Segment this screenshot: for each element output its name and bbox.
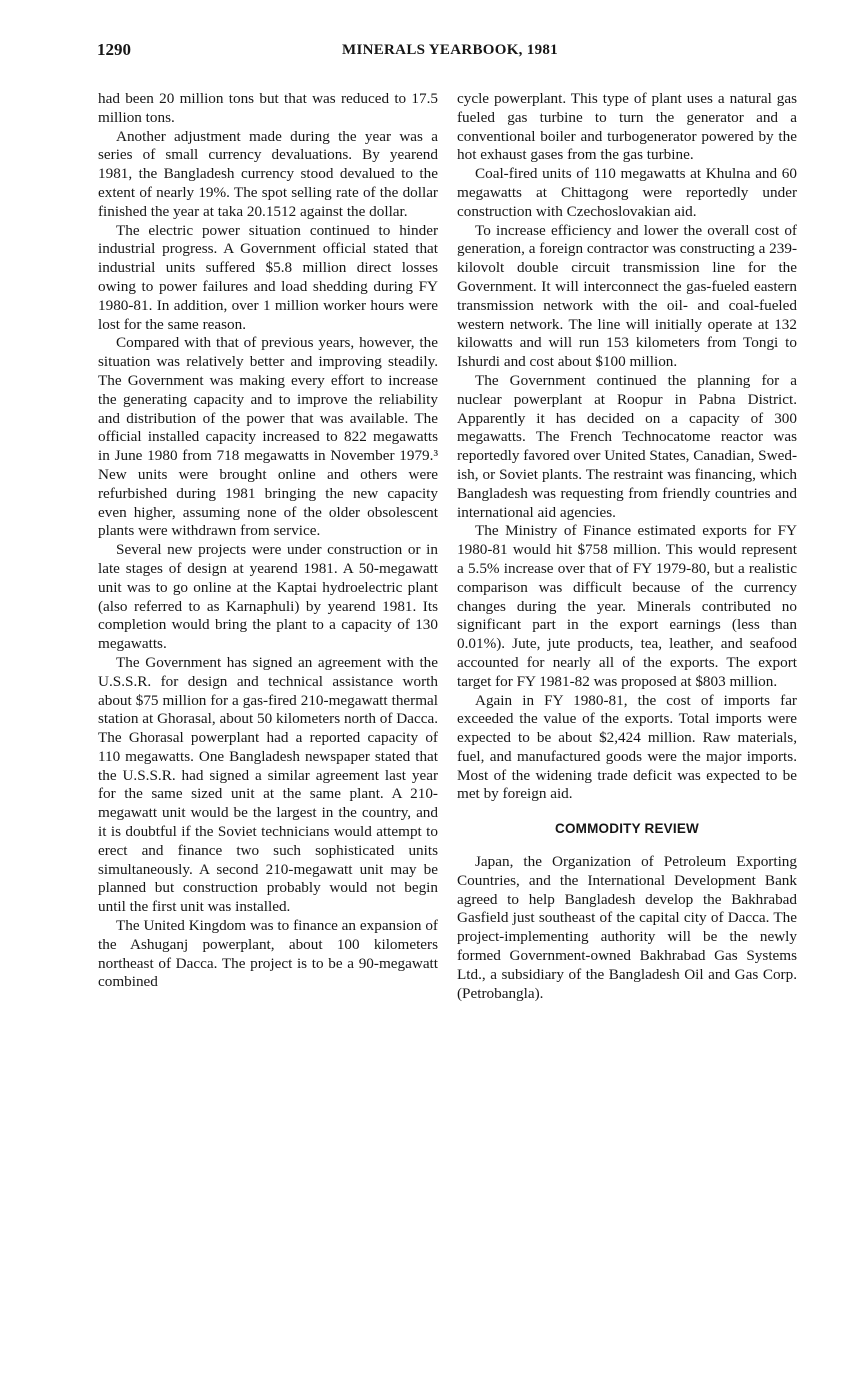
paragraph: Several new projects were under construction or in late stages of design at yearend 1981. A 50-megawatt unit was to go online at the Kaptai hydroelectric plant (also referred to as Karnaphuli) by yearend 1981. Its completion would bring the plant to a capacity of 130 megawatts. <box>98 541 438 653</box>
paragraph: The Government has signed an agreement with the U.S.S.R. for design and technical assistance worth about $75 million for a gas-fired 210-megawatt thermal station at Ghorasal, about 50 kilometers north of Dacca. The Ghorasal powerplant had a reported capacity of 110 megawatts. One Bangladesh newspaper stated that the U.S.S.R. had signed a similar agreement last year for the same sized unit at the same plant. A 210-megawatt unit would be the largest in the country, and it is doubtful if the Soviet technicians would attempt to erect and finance two such sophisticated units simultaneously. A second 210-megawatt unit may be planned but construction probably would not begin until the first unit was installed. <box>98 653 438 916</box>
paragraph: The Ministry of Finance estimated exports for FY 1980-81 would hit $758 million. This would represent a 5.5% increase over that of FY 1979-80, but a realistic comparison was difficult because of the currency changes during the year. Minerals contributed no significant part in the export earnings (less than 0.01%). Jute, jute products, tea, leather, and seafood accounted for nearly all of the exports. The export target for FY 1981-82 was proposed at $803 million. <box>457 522 797 690</box>
running-header: MINERALS YEARBOOK, 1981 <box>342 42 558 58</box>
paragraph: Japan, the Organization of Petroleum Exporting Countries, and the International Development Bank agreed to help Bangladesh develop the Bakhrabad Gasfield just southeast of the capital city of Dacca. The project-implementing authority will be the newly formed Government-owned Bakhrabad Gas Systems Ltd., a subsidiary of the Bangladesh Oil and Gas Corp. (Petrobangla). <box>457 853 797 1002</box>
paragraph: Compared with that of previous years, however, the situation was relatively better and improving steadily. The Government was making every effort to increase the generating capacity and to improve the reliability and distribution of the power that was available. The official installed capacity increased to 822 megawatts in June 1980 from 718 megawatts in November 1979.³ New units were brought online and others were refurbished during 1981 bringing the new capacity even higher, assuming none of the older obsolescent plants were withdrawn from service. <box>98 334 438 540</box>
paragraph: cycle powerplant. This type of plant uses a natural gas fueled gas turbine to turn the generator and a conventional boiler and turbogenerator powered by the hot exhaust gases from the gas turbine. <box>457 90 797 164</box>
left-column <box>98 90 438 992</box>
paragraph: Another adjustment made during the year was a series of small currency devaluations. By yearend 1981, the Bangladesh currency stood devalued to the extent of nearly 19%. The spot selling rate of the dollar finished the year at taka 20.1512 against the dollar. <box>98 127 438 220</box>
paragraph: Coal-fired units of 110 megawatts at Khulna and 60 megawatts at Chittagong were reportedly under construction with Czechoslovakian aid. <box>457 165 797 220</box>
section-heading: COMMODITY REVIEW <box>555 821 699 837</box>
paragraph: had been 20 million tons but that was reduced to 17.5 million tons. <box>98 90 438 126</box>
paragraph: The Government continued the planning for a nuclear powerplant at Roopur in Pabna District. Apparently it has decided on a capacity of 300 megawatts. The French Technocatome reactor was reportedly favored over United States, Canadian, Swedish, or Soviet plants. The restraint was financing, which Bangladesh was requesting from friendly countries and international aid agencies. <box>457 371 797 521</box>
paragraph: The United Kingdom was to finance an expansion of the Ashuganj powerplant, about 100 kilometers northeast of Dacca. The project is to be a 90-megawatt combined <box>98 917 438 991</box>
paragraph: Again in FY 1980-81, the cost of imports far exceeded the value of the exports. Total imports were expected to be about $2,424 million. Raw materials, fuel, and manufactured goods were the major imports. Most of the widening trade deficit was expected to be met by foreign aid. <box>457 691 797 803</box>
right-column <box>457 90 797 1003</box>
paragraph: The electric power situation continued to hinder industrial progress. A Government official stated that industrial units suffered $5.8 million direct losses owing to power failures and load shedding during FY 1980-81. In addition, over 1 million worker hours were lost for the same reason. <box>98 221 438 333</box>
page-number: 1290 <box>97 40 131 59</box>
paragraph: To increase efficiency and lower the overall cost of generation, a foreign contractor was constructing a 239-kilovolt double circuit transmission line for the Government. It will interconnect the gas-fueled eastern transmission network with the oil- and coal-fueled western network. The line will initially operate at 132 kilowatts and will run 153 kilometers from Tongi to Ishurdi and cost about $100 million. <box>457 221 797 371</box>
